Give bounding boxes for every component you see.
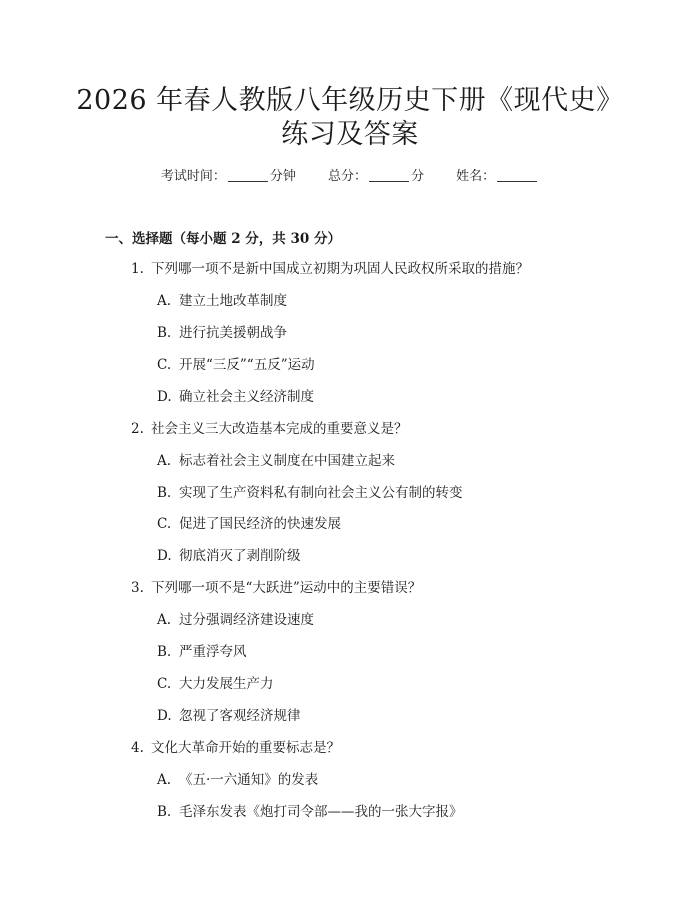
option-letter: B.	[157, 644, 172, 660]
question-2-option-c	[157, 514, 341, 534]
option-letter: A.	[157, 453, 172, 469]
option-text: 进行抗美援朝战争	[179, 325, 287, 341]
question-text: 社会主义三大改造基本完成的重要意义是？	[151, 421, 408, 437]
question-2	[131, 419, 408, 439]
question-3	[131, 578, 421, 598]
option-letter: D.	[157, 548, 172, 564]
option-text: 促进了国民经济的快速发展	[179, 516, 341, 532]
question-3-option-d	[157, 706, 301, 726]
page-subtitle: 练习及答案	[281, 119, 419, 150]
option-letter: D.	[157, 708, 172, 724]
student-name-label: 姓名：	[456, 169, 496, 184]
option-letter: A.	[157, 612, 172, 628]
question-number: 1.	[131, 261, 144, 277]
option-text: 忽视了客观经济规律	[179, 708, 301, 724]
section-title-choice: 一、选择题（每小题 2 分，共 30 分）	[105, 231, 341, 247]
question-2-option-d	[157, 546, 301, 566]
question-4-option-a	[157, 770, 318, 790]
question-3-option-a	[157, 610, 314, 630]
option-text: 毛泽东发表《炮打司令部——我的一张大字报》	[179, 804, 463, 820]
question-number: 2.	[131, 421, 144, 437]
total-score-blank	[369, 167, 409, 182]
question-number: 4.	[131, 740, 144, 756]
option-letter: D.	[157, 389, 172, 405]
question-1-option-c	[157, 355, 315, 375]
option-text: 过分强调经济建设速度	[179, 612, 314, 628]
question-4-option-b	[157, 802, 463, 822]
total-score-unit: 分	[411, 169, 425, 184]
question-text: 下列哪一项不是新中国成立初期为巩固人民政权所采取的措施？	[151, 261, 529, 277]
option-letter: A.	[157, 772, 172, 788]
question-1	[131, 259, 529, 279]
total-score-label: 总分：	[327, 169, 367, 184]
option-letter: A.	[157, 293, 172, 309]
question-number: 3.	[131, 580, 144, 596]
exam-time-unit: 分钟	[269, 169, 296, 184]
option-letter: B.	[157, 485, 172, 501]
option-text: 标志着社会主义制度在中国建立起来	[179, 453, 395, 469]
option-text: 严重浮夸风	[179, 644, 247, 660]
question-1-option-b	[157, 323, 287, 343]
question-3-option-b	[157, 642, 247, 662]
option-text: 大力发展生产力	[179, 676, 274, 692]
question-2-option-a	[157, 451, 395, 471]
question-1-option-a	[157, 291, 287, 311]
option-text: 《五·一六通知》的发表	[179, 772, 319, 788]
option-text: 实现了生产资料私有制向社会主义公有制的转变	[179, 485, 463, 501]
option-text: 彻底消灭了剥削阶级	[179, 548, 301, 564]
exam-time-blank	[228, 167, 268, 182]
question-3-option-c	[157, 674, 274, 694]
student-name-field	[456, 167, 539, 187]
question-1-option-d	[157, 387, 314, 407]
question-4	[131, 738, 340, 758]
question-text: 下列哪一项不是“大跃进”运动中的主要错误？	[151, 580, 422, 596]
exam-time-label: 考试时间：	[160, 169, 226, 184]
option-letter: B.	[157, 325, 172, 341]
question-2-option-b	[157, 483, 463, 503]
option-text: 确立社会主义经济制度	[179, 389, 314, 405]
question-text: 文化大革命开始的重要标志是？	[151, 740, 340, 756]
option-text: 开展“三反”“五反”运动	[179, 357, 315, 373]
option-text: 建立土地改革制度	[179, 293, 287, 309]
option-letter: B.	[157, 804, 172, 820]
total-score-field	[328, 167, 424, 187]
exam-meta-line	[0, 167, 700, 187]
student-name-blank	[497, 167, 537, 182]
exam-time-field	[161, 167, 296, 187]
option-letter: C.	[157, 357, 172, 373]
option-letter: C.	[157, 676, 172, 692]
option-letter: C.	[157, 516, 172, 532]
page-title: 2026 年春人教版八年级历史下册《现代史》	[76, 85, 624, 116]
